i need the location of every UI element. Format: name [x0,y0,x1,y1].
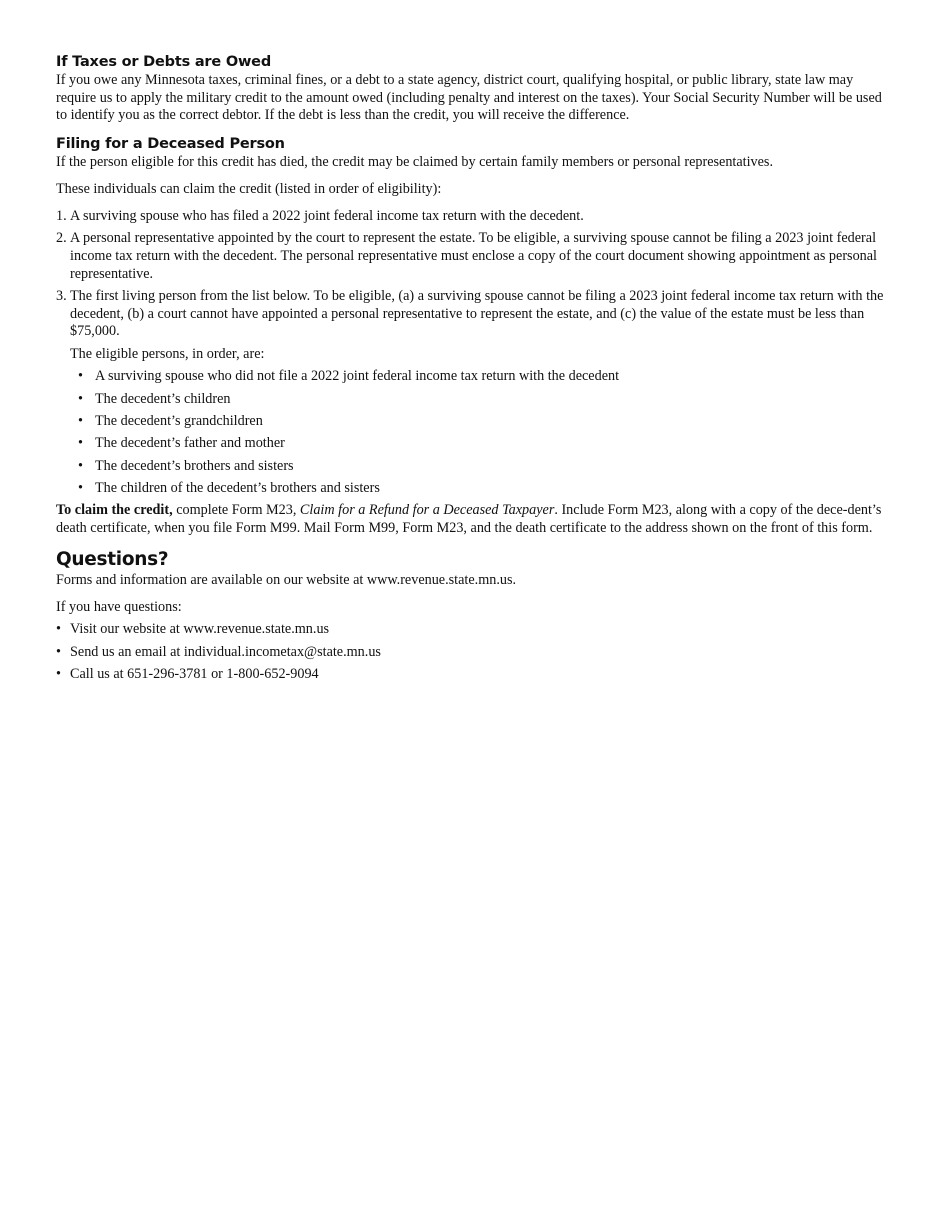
questions-intro: Forms and information are available on our website at www.revenue.state.mn.us. [56,571,517,588]
list-item [78,391,894,409]
questions-heading: Questions? [56,548,169,570]
list-item-number: 2. [56,230,67,247]
claim-instructions [56,502,894,537]
list-item-text: Send us an email at individual.incometax@state.mn.us [70,643,381,660]
bullet-icon: • [78,457,83,474]
bullet-icon: • [56,665,61,682]
list-item [56,666,894,684]
list-item-text: A surviving spouse who did not file a 2022 joint federal income tax return with the decedent [95,368,620,385]
bullet-icon: • [78,412,83,429]
list-item [78,435,894,453]
bullet-icon: • [78,390,83,407]
eligibility-order-intro: These individuals can claim the credit (listed in order of eligibility): [56,180,442,197]
list-item [56,208,894,226]
questions-section [56,548,894,684]
claim-text-part1: complete Form M23, [172,502,300,519]
list-item-text: The first living person from the list below. To be eligible, (a) a surviving spouse cannot be filing a 2023 joint federal income tax return with the decedent, (b) a court cannot have appointed a personal representative to represent the estate, and (c) the value of the estate must be less than $75,000. [70,287,884,340]
list-item [56,644,894,662]
list-item-text: The decedent’s grandchildren [95,412,263,429]
list-item [56,621,894,639]
taxes-debts-heading: If Taxes or Debts are Owed [56,54,271,70]
list-item-text: A surviving spouse who has filed a 2022 joint federal income tax return with the decedent. [70,207,584,224]
deceased-person-section [56,134,894,538]
list-item [56,230,894,283]
bullet-icon: • [56,643,61,660]
eligibility-numbered-list [56,208,894,341]
list-item [56,288,894,341]
list-item-number: 1. [56,207,67,224]
list-item [78,413,894,431]
bullet-icon: • [56,621,61,638]
questions-prompt: If you have questions: [56,598,182,615]
contact-list [56,621,894,683]
list-item-text: Visit our website at www.revenue.state.mn.us [70,621,330,638]
bullet-icon: • [78,368,83,385]
list-item-text: The decedent’s father and mother [95,435,285,452]
list-item-text: The decedent’s children [95,390,231,407]
taxes-debts-body: If you owe any Minnesota taxes, criminal fines, or a debt to a state agency, district court, qualifying hospital, or public library, state law may require us to apply the military credit to the amount owed (including penalty and interest on the taxes). Your Social Security Number will be used to identify you as the correct debtor. If the debt is less than the credit, you will receive the difference. [56,72,882,124]
taxes-debts-section [56,52,894,125]
bullet-icon: • [78,435,83,452]
list-item-text: The children of the decedent’s brothers and sisters [95,480,380,497]
list-item-text: A personal representative appointed by the court to represent the estate. To be eligible, a surviving spouse cannot be filing a 2023 joint federal income tax return with the decedent. The personal representative must enclose a copy of the court document showing appointment as personal representative. [70,230,877,282]
list-item [78,480,894,498]
deceased-person-intro: If the person eligible for this credit has died, the credit may be claimed by certain family members or personal representatives. [56,153,773,170]
deceased-person-heading: Filing for a Deceased Person [56,135,285,152]
list-item-number: 3. [56,287,67,304]
list-item [78,368,894,386]
list-item-text: The decedent’s brothers and sisters [95,457,294,474]
bullet-icon: • [78,480,83,497]
claim-text-part2: . Include Form M23, along with a copy of the dece-dent’s death certificate, when you file Form M99. Mail Form M99, Form M23, and the death certificate to the address shown on the front of this form. [56,502,882,537]
claim-form-title: Claim for a Refund for a Deceased Taxpayer [299,502,555,519]
list-item-text: Call us at 651-296-3781 or 1-800-652-9094 [70,665,319,682]
eligible-persons-list [56,368,894,498]
list-item [78,458,894,476]
claim-lead: To claim the credit, [56,502,173,519]
eligible-persons-intro: The eligible persons, in order, are: [70,345,265,362]
